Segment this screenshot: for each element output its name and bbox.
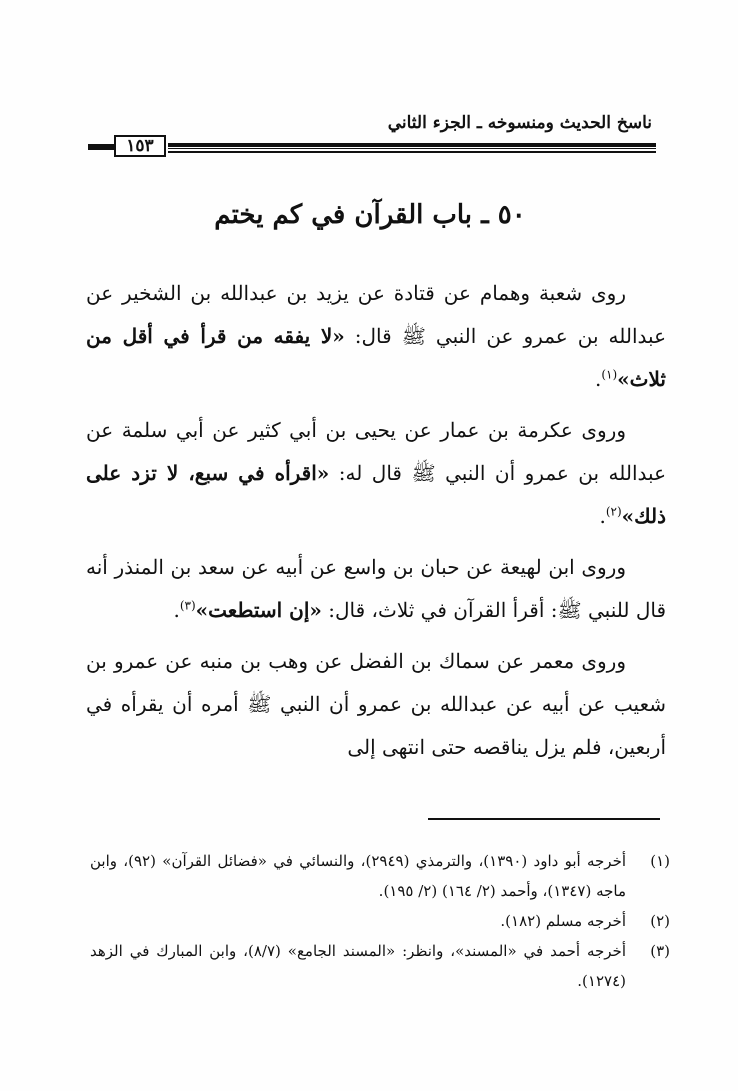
footnote: [90, 936, 670, 996]
paragraph-text: وروى معمر عن سماك بن الفضل عن وهب بن منبه عن عمرو بن شعيب عن أبيه عن عبدالله بن عمرو أن النبي ﷺ أمره أن يقرأه في أربعين، فلم يزل يناقصه حتى انتهى إلى: [86, 649, 666, 759]
header-rule-tick: [88, 144, 114, 150]
paragraph-tail: .: [173, 598, 180, 622]
footnote-ref: (٣): [179, 598, 196, 613]
page-number: ١٥٣: [114, 135, 166, 157]
paragraph-text: وروى عكرمة بن عمار عن يحيى بن أبي كثير عن أبي سلمة عن عبدالله بن عمرو أن النبي ﷺ قال له:: [86, 418, 667, 485]
footnote-text: أخرجه مسلم (١٨٢).: [500, 912, 626, 930]
paragraph-text: وروى ابن لهيعة عن حبان بن واسع عن أبيه عن سعد بن المنذر أنه قال للنبي ﷺ: أقرأ القرآن في ثلاث، قال:: [86, 555, 666, 622]
paragraph-tail: .: [594, 367, 602, 391]
paragraph: [86, 272, 666, 401]
hadith-quote: «اقرأه في سبع، لا تزد على ذلك»: [86, 461, 666, 528]
footnote: [90, 906, 670, 936]
footnote: [90, 846, 670, 906]
body-text: [86, 272, 666, 777]
footnote-number: (١): [650, 852, 670, 870]
running-title: ناسخ الحديث ومنسوخه ـ الجزء الثاني: [387, 113, 652, 133]
footnote-text: أخرجه أبو داود (١٣٩٠)، والترمذي (٢٩٤٩)، والنسائي في «فضائل القرآن» (٩٢)، وابن ماجه (١٣٤٧)، وأحمد (٢/ ١٦٤) (٢/ ١٩٥).: [90, 852, 627, 900]
hadith-quote: «لا يفقه من قرأ في أقل من ثلاث»: [86, 324, 666, 391]
hadith-quote: «إن استطعت»: [195, 598, 322, 622]
header-rule: [168, 143, 656, 153]
paragraph-text: روى شعبة وهمام عن قتادة عن يزيد بن عبدالله بن الشخير عن عبدالله بن عمرو عن النبي ﷺ قال:: [86, 281, 667, 348]
footnote-ref: (٢): [605, 504, 622, 519]
footnote-rule: [428, 818, 660, 820]
paragraph: [86, 546, 666, 632]
chapter-heading: ٥٠ ـ باب القرآن في كم يختم: [214, 200, 526, 230]
paragraph-tail: .: [599, 504, 606, 528]
footnote-number: (٢): [650, 912, 670, 930]
footnote-number: (٣): [650, 942, 670, 960]
footnote-ref: (١): [601, 367, 618, 382]
footnote-text: أخرجه أحمد في «المسند»، وانظر: «المسند الجامع» (٨/٧)، وابن المبارك في الزهد (١٢٧٤).: [90, 942, 626, 990]
paragraph: [86, 640, 666, 769]
paragraph: [86, 409, 666, 538]
footnotes: [90, 846, 670, 996]
